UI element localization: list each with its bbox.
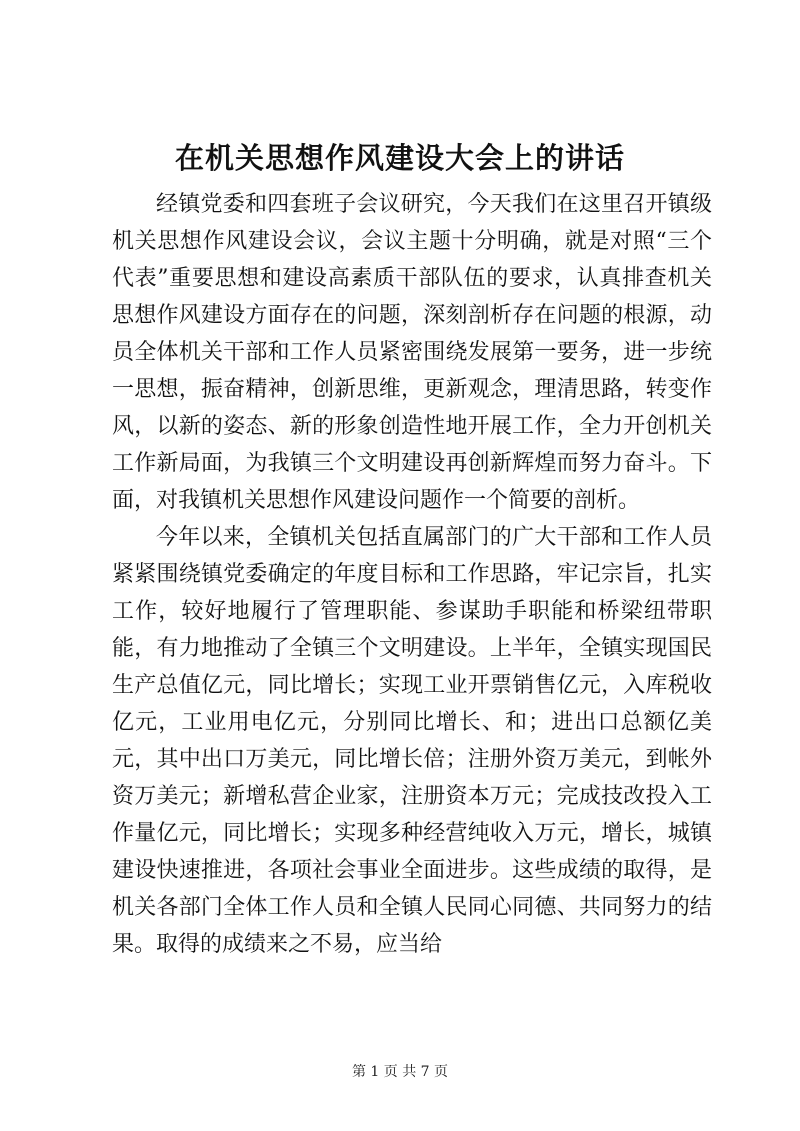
page-number-footer: 第 1 页 共 7 页 bbox=[351, 1064, 449, 1080]
paragraph-1: 经镇党委和四套班子会议研究，今天我们在这里召开镇级机关思想作风建设会议，会议主题十分明确，就是对照“三个代表”重要思想和建设高素质干部队伍的要求，认真排查机关思想作风建设方面存在的问题，深刻剖析存在问题的根源，动员全体机关干部和工作人员紧密围绕发展第一要务，进一步统一思想，振奋精神，创新思维，更新观念，理清思路，转变作风，以新的姿态、新的形象创造性地开展工作，全力开创机关工作新局面，为我镇三个文明建设再创新辉煌而努力奋斗。下面，对我镇机关思想作风建设问题作一个简要的剖析。 bbox=[112, 192, 712, 513]
document-body bbox=[112, 186, 712, 963]
paragraph-2: 今年以来，全镇机关包括直属部门的广大干部和工作人员紧紧围绕镇党委确定的年度目标和工作思路，牢记宗旨，扎实工作，较好地履行了管理职能、参谋助手职能和桥梁纽带职能，有力地推动了全镇三个文明建设。上半年，全镇实现国民生产总值亿元，同比增长；实现工业开票销售亿元，入库税收亿元，工业用电亿元，分别同比增长、和；进出口总额亿美元，其中出口万美元，同比增长倍；注册外资万美元，到帐外资万美元；新增私营企业家，注册资本万元；完成技改投入工作量亿元，同比增长；实现多种经营纯收入万元，增长，城镇建设快速推进，各项社会事业全面进步。这些成绩的取得，是机关各部门全体工作人员和全镇人民同心同德、共同努力的结果。取得的成绩来之不易，应当给 bbox=[112, 525, 712, 957]
document-title: 在机关思想作风建设大会上的讲话 bbox=[174, 141, 625, 175]
